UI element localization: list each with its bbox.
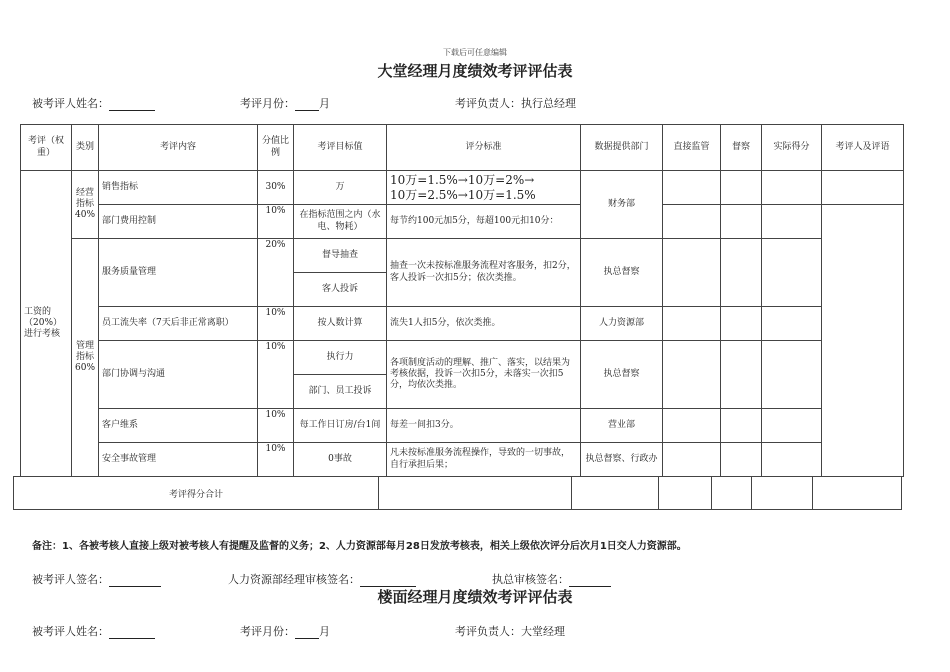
category-management: 管理指标60% (72, 239, 99, 477)
row-standard: 每差一间扣3分。 (387, 409, 581, 443)
name-label: 被考评人姓名： (32, 97, 109, 110)
row-dept: 执总督察 (581, 239, 663, 307)
form1-month-field[interactable] (240, 95, 330, 111)
form2-month-field[interactable] (240, 623, 330, 639)
hr-signature-field[interactable] (228, 571, 416, 587)
supervisor-cell[interactable] (663, 443, 721, 477)
header-standard: 评分标准 (387, 125, 581, 171)
form1-responsible: 考评负责人：执行总经理 (455, 97, 576, 110)
name-label: 被考评人姓名： (32, 625, 109, 638)
inspector-cell[interactable] (721, 443, 762, 477)
header-ratio: 分值比例 (258, 125, 294, 171)
form1-evaluation-table (20, 124, 904, 477)
row-target: 在指标范围之内（水电、物耗） (294, 205, 387, 239)
reviewer-cell[interactable] (822, 171, 904, 205)
table-row (21, 307, 904, 341)
row-standard: 每节约100元加5分，每超100元扣10分： (387, 205, 581, 239)
row-target: 按人数计算 (294, 307, 387, 341)
row-ratio: 10% (258, 443, 294, 477)
supervisor-cell[interactable] (663, 341, 721, 409)
form1-title: 大堂经理月度绩效考评评估表 (377, 62, 573, 80)
header-weight: 考评（权重） (21, 125, 72, 171)
row-content: 部门协调与沟通 (99, 341, 258, 409)
row-content: 客户维系 (99, 409, 258, 443)
month-label: 考评月份： (240, 625, 295, 638)
reviewer-cell[interactable] (822, 205, 904, 477)
row-target: 每工作日订房/台1间 (294, 409, 387, 443)
row-content: 安全事故管理 (99, 443, 258, 477)
header-actual: 实际得分 (762, 125, 822, 171)
supervisor-cell[interactable] (663, 171, 721, 205)
inspector-cell[interactable] (721, 307, 762, 341)
row-ratio: 30% (258, 171, 294, 205)
header-target: 考评目标值 (294, 125, 387, 171)
row-target-b: 客人投诉 (294, 273, 387, 307)
row-dept: 执总督察、行政办 (581, 443, 663, 477)
standard-line-2: 10万=2.5%→10万=1.5% (390, 187, 536, 202)
inspector-cell[interactable] (721, 205, 762, 239)
actual-score-cell[interactable] (762, 239, 822, 307)
row-content: 销售指标 (99, 171, 258, 205)
inspector-cell[interactable] (721, 239, 762, 307)
table-row (21, 443, 904, 477)
employee-signature-field[interactable] (32, 571, 161, 587)
total-score-row (13, 476, 902, 510)
total-dept-cell[interactable] (572, 477, 659, 510)
header-content: 考评内容 (99, 125, 258, 171)
row-target-a: 督导抽查 (294, 239, 387, 273)
remark-note: 备注：1、各被考核人直接上级对被考核人有提醒及监督的义务；2、人力资源部每月28日发放考核表，相关上级依次评分后次月1日交人力资源部。 (32, 541, 687, 552)
row-ratio: 10% (258, 205, 294, 239)
total-actual-cell[interactable] (752, 477, 813, 510)
actual-score-cell[interactable] (762, 341, 822, 409)
row-standard (387, 171, 581, 205)
category-business: 经营指标40% (72, 171, 99, 239)
table-row (21, 409, 904, 443)
header-reviewer: 考评人及评语 (822, 125, 904, 171)
supervisor-cell[interactable] (663, 205, 721, 239)
actual-score-cell[interactable] (762, 171, 822, 205)
form2-name-field[interactable] (32, 623, 155, 639)
exec-signature-label: 执总审核签名： (492, 573, 569, 586)
total-reviewer-cell[interactable] (813, 477, 902, 510)
row-target-a: 执行力 (294, 341, 387, 375)
row-dept: 营业部 (581, 409, 663, 443)
row-ratio: 10% (258, 307, 294, 341)
row-standard: 抽查一次未按标准服务流程对客服务，扣2分，客人投诉一次扣5分；依次类推。 (387, 239, 581, 307)
row-ratio: 10% (258, 341, 294, 409)
total-score-label: 考评得分合计 (14, 477, 379, 510)
standard-line-1: 10万=1.5%→10万=2%→ (390, 172, 535, 187)
row-dept: 财务部 (581, 171, 663, 239)
form2-responsible: 考评负责人：大堂经理 (455, 625, 565, 638)
row-standard: 流失1人扣5分，依次类推。 (387, 307, 581, 341)
actual-score-cell[interactable] (762, 409, 822, 443)
employee-signature-label: 被考评人签名： (32, 573, 109, 586)
row-ratio: 10% (258, 409, 294, 443)
table-row (21, 239, 904, 273)
supervisor-cell[interactable] (663, 409, 721, 443)
row-dept: 执总督察 (581, 341, 663, 409)
actual-score-cell[interactable] (762, 205, 822, 239)
table-row (21, 341, 904, 375)
month-label: 考评月份： (240, 97, 295, 110)
row-content: 员工流失率（7天后非正常离职） (99, 307, 258, 341)
top-note: 下载后可任意编辑 (443, 48, 507, 57)
month-suffix: 月 (319, 97, 330, 110)
row-target: 0事故 (294, 443, 387, 477)
form1-name-field[interactable] (32, 95, 155, 111)
row-standard: 凡未按标准服务流程操作，导致的一切事故，自行承担后果； (387, 443, 581, 477)
header-dept: 数据提供部门 (581, 125, 663, 171)
header-category: 类别 (72, 125, 99, 171)
inspector-cell[interactable] (721, 341, 762, 409)
row-target: 万 (294, 171, 387, 205)
actual-score-cell[interactable] (762, 443, 822, 477)
total-inspector-cell[interactable] (712, 477, 752, 510)
header-inspector: 督察 (721, 125, 762, 171)
supervisor-cell[interactable] (663, 239, 721, 307)
row-target-b: 部门、员工投诉 (294, 375, 387, 409)
header-row (21, 125, 904, 171)
supervisor-cell[interactable] (663, 307, 721, 341)
row-content: 部门费用控制 (99, 205, 258, 239)
total-standard-cell[interactable] (379, 477, 572, 510)
month-suffix: 月 (319, 625, 330, 638)
table-row (21, 205, 904, 239)
work-label: 工资的（20%）进行考核 (21, 171, 72, 477)
form2-title: 楼面经理月度绩效考评评估表 (377, 588, 573, 606)
inspector-cell[interactable] (721, 171, 762, 205)
exec-signature-field[interactable] (492, 571, 611, 587)
total-supervisor-cell[interactable] (659, 477, 712, 510)
row-content: 服务质量管理 (99, 239, 258, 307)
hr-signature-label: 人力资源部经理审核签名： (228, 573, 360, 586)
actual-score-cell[interactable] (762, 307, 822, 341)
row-dept: 人力资源部 (581, 307, 663, 341)
table-row (21, 171, 904, 205)
header-supervisor: 直接监管 (663, 125, 721, 171)
inspector-cell[interactable] (721, 409, 762, 443)
row-standard: 各项制度活动的理解、推广、落实，以结果为考核依据，投诉一次扣5分，未落实一次扣5分，均依次类推。 (387, 341, 581, 409)
row-ratio: 20% (258, 239, 294, 307)
